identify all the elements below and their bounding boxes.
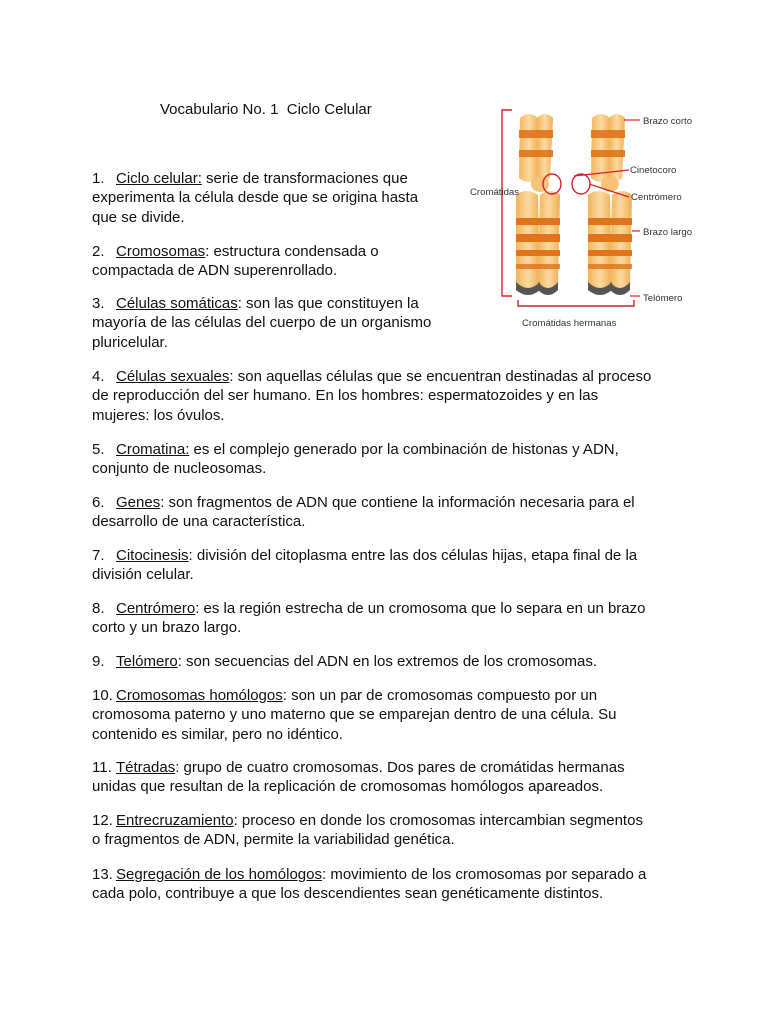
item-term: Cromosomas homólogos: [116, 687, 283, 704]
item-number: 4.: [92, 368, 105, 385]
item-number: 13.: [92, 866, 113, 883]
item-number: 5.: [92, 441, 105, 458]
item-number: 2.: [92, 243, 105, 260]
label-cinetocoro: Cinetocoro: [630, 165, 677, 176]
left-chromatid-a-upper: [519, 114, 539, 182]
band: [519, 130, 553, 138]
item-definition: : son fragmentos de ADN que contiene la información necesaria para el desarrollo de una característica.: [92, 494, 635, 531]
item-term: Citocinesis: [116, 547, 189, 564]
item-definition: : movimiento de los cromosomas por separado a cada polo, contribuye a que los descendientes sean genéticamente distintos.: [92, 866, 647, 903]
item-term: Cromatina:: [116, 441, 190, 458]
label-brazo-largo: Brazo largo: [643, 227, 693, 238]
item-definition: serie de transformaciones que experimenta la célula desde que se origina hasta que se divide.: [92, 170, 419, 226]
list-item: [92, 546, 652, 585]
right-centromere: [601, 176, 619, 192]
item-number: 6.: [92, 494, 105, 511]
label-centromero: Centrómero: [631, 192, 682, 203]
chromosome-diagram: [464, 100, 704, 340]
item-number: 9.: [92, 653, 105, 670]
item-term: Segregación de los homólogos: [116, 866, 322, 883]
item-definition: : son las que constituyen la mayoría de las células del cuerpo de un organismo pluricelular.: [92, 295, 432, 351]
list-item: [92, 440, 652, 479]
list-item: [92, 493, 652, 532]
list-item: [92, 758, 652, 797]
list-item: [92, 367, 652, 425]
item-definition: es el complejo generado por la combinación de histonas y ADN, conjunto de nucleosomas.: [92, 441, 619, 478]
item-term: Tétradas: [116, 759, 176, 776]
item-number: 7.: [92, 547, 105, 564]
list-item: [92, 599, 652, 638]
list-item: [92, 652, 652, 671]
item-term: Ciclo celular:: [116, 170, 202, 187]
item-term: Células sexuales: [116, 368, 230, 385]
band: [588, 264, 632, 269]
item-number: 8.: [92, 600, 105, 617]
label-telomero: Telómero: [643, 293, 683, 304]
label-cromatidas: Cromátidas: [470, 187, 520, 198]
band: [516, 234, 560, 242]
item-definition: : estructura condensada o compactada de ADN superenrollado.: [92, 243, 379, 280]
item-number: 1.: [92, 170, 105, 187]
item-term: Células somáticas: [116, 295, 238, 312]
label-brazo-corto: Brazo corto: [643, 116, 693, 127]
list-item: [92, 686, 652, 744]
item-definition: : es la región estrecha de un cromosoma que lo separa en un brazo corto y un brazo largo.: [92, 600, 646, 637]
left-chromosome: [516, 114, 560, 295]
item-number: 10.: [92, 687, 113, 704]
band: [588, 250, 632, 256]
band: [591, 150, 625, 157]
band: [516, 264, 560, 269]
band: [588, 218, 632, 225]
hermanas-bracket: [518, 300, 634, 306]
list-item: [92, 865, 652, 904]
band: [591, 130, 625, 138]
item-number: 11.: [92, 759, 112, 776]
item-term: Entrecruzamiento: [116, 812, 234, 829]
left-centromere: [531, 176, 549, 192]
band: [516, 250, 560, 256]
band: [588, 234, 632, 242]
label-cromatidas-hermanas: Cromátidas hermanas: [522, 318, 617, 329]
left-chromatid-b-upper: [537, 114, 553, 181]
item-number: 3.: [92, 295, 105, 312]
item-definition: : son secuencias del ADN en los extremos de los cromosomas.: [177, 653, 598, 670]
kinetochore-circle-right: [572, 174, 590, 194]
document-title: Vocabulario No. 1 Ciclo Celular: [160, 101, 372, 118]
band: [516, 218, 560, 225]
list-item: [92, 242, 432, 281]
item-term: Cromosomas: [116, 243, 206, 260]
chromosome-figure: [464, 100, 704, 340]
item-definition: : proceso en donde los cromosomas intercambian segmentos o fragmentos de ADN, permite la variabilidad genética.: [92, 812, 643, 849]
item-definition: : grupo de cuatro cromosomas. Dos pares de cromátidas hermanas unidas que resultan de la replicación de cromosomas homólogos apareados.: [92, 759, 625, 796]
right-chromosome: [588, 114, 632, 295]
item-term: Telómero: [116, 653, 178, 670]
list-item: [92, 811, 652, 850]
band: [519, 150, 553, 157]
list-item: [92, 169, 432, 227]
item-term: Centrómero: [116, 600, 196, 617]
item-term: Genes: [116, 494, 161, 511]
item-definition: : división del citoplasma entre las dos células hijas, etapa final de la división celular.: [92, 547, 638, 584]
list-item: [92, 294, 432, 352]
item-definition: : son un par de cromosomas compuesto por un cromosoma paterno y uno materno que se emparejan dentro de una célula. Su contenido es similar, pero no idéntico.: [92, 687, 617, 743]
cromatidas-bracket: [502, 110, 512, 296]
item-definition: : son aquellas células que se encuentran destinadas al proceso de reproducción del ser humano. En los hombres: espermatozoides y en las mujeres: los óvulos.: [92, 368, 652, 424]
item-number: 12.: [92, 812, 113, 829]
